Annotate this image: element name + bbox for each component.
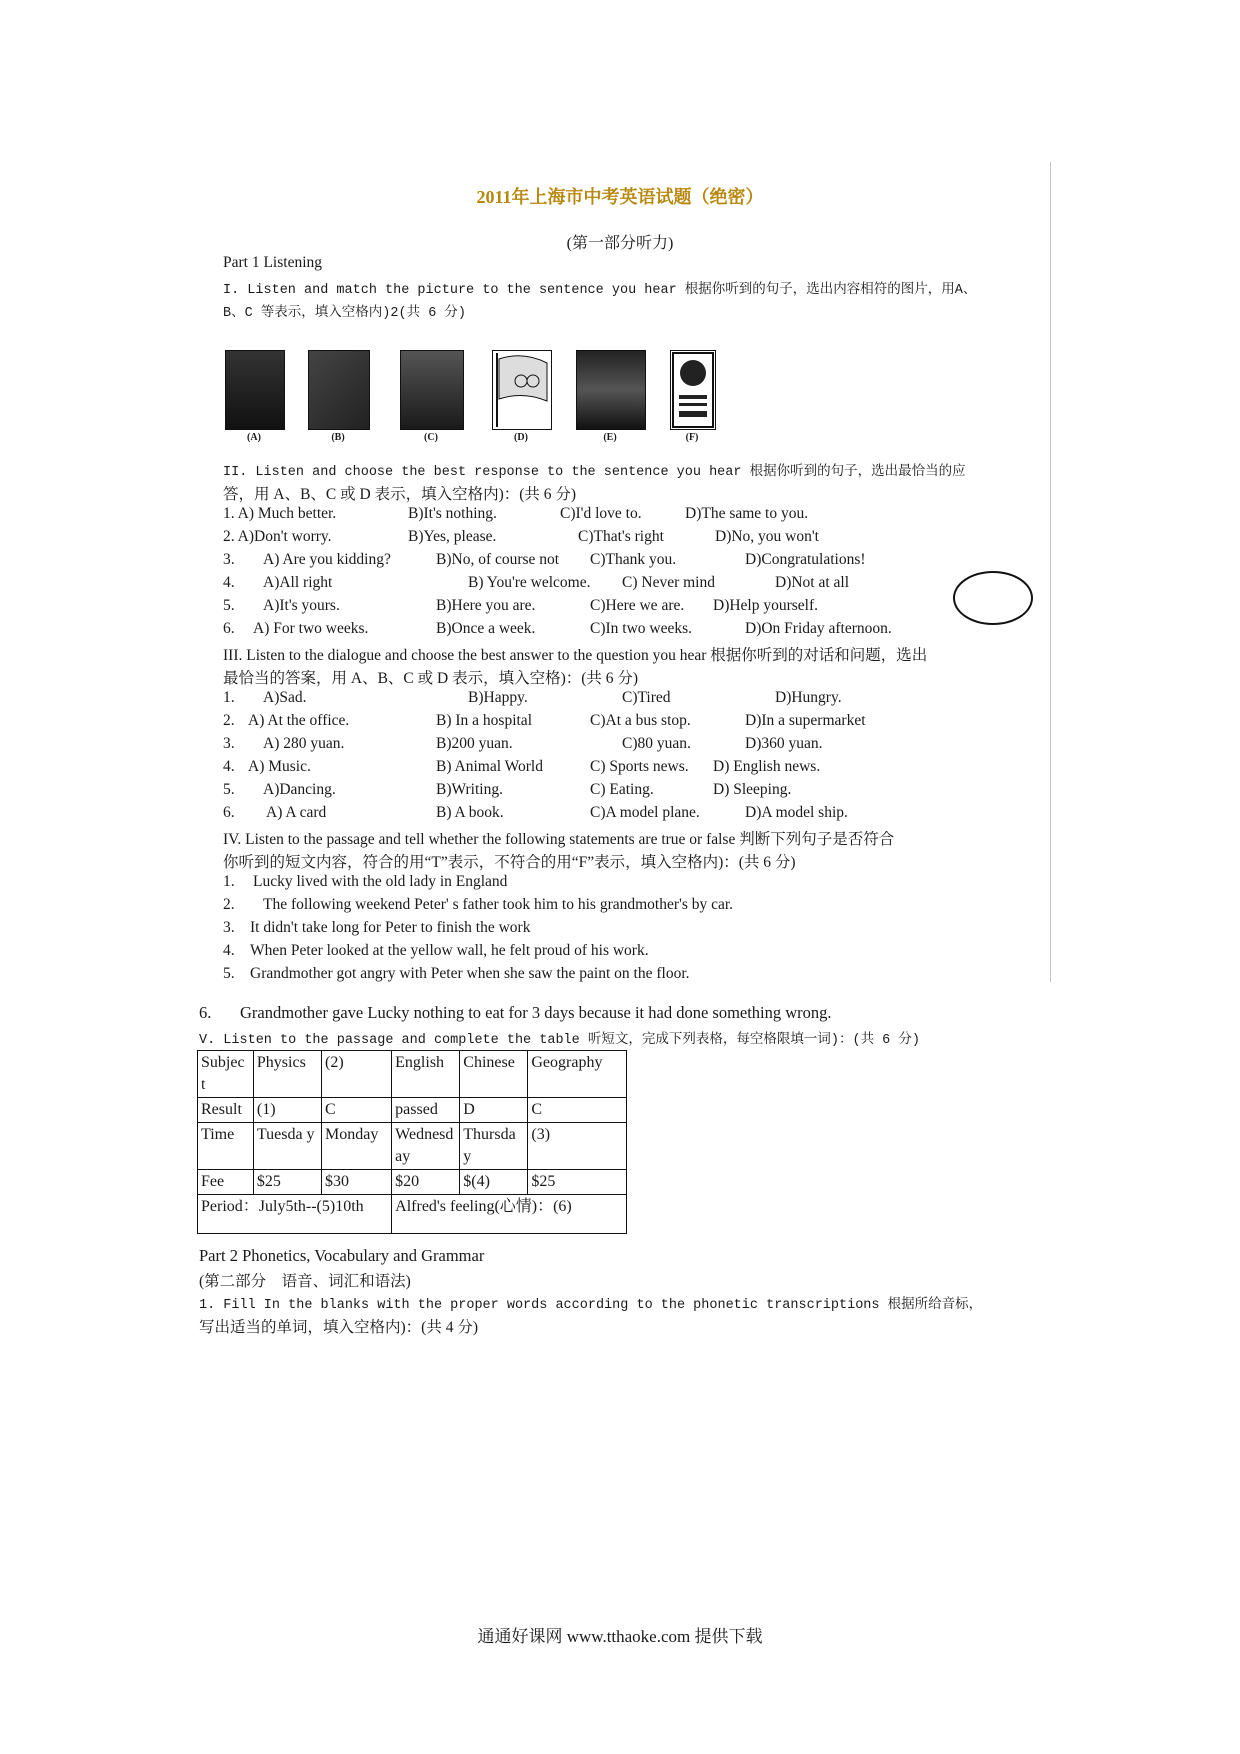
sec3-q5-b: B)Writing. [436,781,503,798]
sec3-q2-num: 2. [223,712,235,729]
table-cell: Chinese [460,1051,528,1098]
sec2-q2-b: B)Yes, please. [408,528,497,545]
picture-a-building [225,350,285,430]
sec3-q4-c: C) Sports news. [590,758,689,775]
sec2-q6-num: 6. [223,620,235,637]
sec3-q3-d: D)360 yuan. [745,735,823,752]
sec3-instruction-2: 最恰当的答案，用 A、B、C 或 D 表示，填入空格)：(共 6 分) [223,670,639,687]
sec3-q2-c: C)At a bus stop. [590,712,691,729]
sec3-q4-a: A) Music. [248,758,311,775]
sec4-s2-text: The following weekend Peter' s father took him to his grandmother's by car. [263,896,734,913]
sec3-q5-d: D) Sleeping. [713,781,792,798]
picture-label-d: (D) [514,432,528,443]
sec2-q3-num: 3. [223,551,235,568]
table-cell: Wednesd ay [392,1123,460,1170]
sec2-q1-num-a: 1. A) Much better. [223,505,337,522]
picture-b-library [308,350,370,430]
table-row [198,1170,627,1195]
sec2-q6-a: A) For two weeks. [253,620,369,637]
sec2-q6-b: B)Once a week. [436,620,536,637]
sec2-instruction-2: 答，用 A、B、C 或 D 表示，填入空格内)：(共 6 分) [223,486,577,503]
sec2-q2-d: D)No, you won't [715,528,819,545]
sec3-q1-d: D)Hungry. [775,689,842,706]
table-row [198,1195,627,1234]
sec2-q5-c: C)Here we are. [590,597,685,614]
table-cell: C [528,1098,627,1123]
table-cell: Geography [528,1051,627,1098]
sec3-q1-a: A)Sad. [263,689,307,706]
sec3-q1-b: B)Happy. [468,689,528,706]
sec1-instruction-2: B、C 等表示，填入空格内)2(共 6 分) [223,306,467,321]
part1-heading: Part 1 Listening [223,254,323,271]
sec2-q3-a: A) Are you kidding? [263,551,391,568]
sec2-instruction-1: II. Listen and choose the best response to the sentence you hear 根据你听到的句子，选出最恰当的应 [223,465,966,480]
table-cell: D [460,1098,528,1123]
sec4-s5-num: 5. [223,965,235,982]
sec4-s6-num: 6. [199,1003,212,1022]
sec4-s2-num: 2. [223,896,235,913]
table-cell: passed [392,1098,460,1123]
sec2-q6-c: C)In two weeks. [590,620,693,637]
sec2-q4-num: 4. [223,574,235,591]
sec4-s1-num: 1. [223,873,235,890]
sec3-q2-b: B) In a hospital [436,712,532,729]
sec2-q5-a: A)It's yours. [263,597,340,614]
sec4-s6-text: Grandmother gave Lucky nothing to eat for 3 days because it had done something wrong. [240,1003,832,1022]
table-cell: Tuesda y [253,1123,321,1170]
table-cell-feeling: Alfred's feeling(心情)：(6) [392,1195,627,1234]
table-cell: $25 [528,1170,627,1195]
section-subtitle: (第一部分听力) [566,235,674,252]
sec3-q3-a: A) 280 yuan. [263,735,345,752]
sec2-q3-d: D)Congratulations! [745,551,866,568]
sec2-q3-c: C)Thank you. [590,551,677,568]
sec3-q2-a: A) At the office. [248,712,350,729]
sec4-s3-text: It didn't take long for Peter to finish the work [250,919,531,936]
table-row [198,1098,627,1123]
table-cell: Time [198,1123,254,1170]
footer-download-note: 通通好课网 www.tthaoke.com 提供下载 [477,1627,763,1646]
sec1-instruction-1: I. Listen and match the picture to the sentence you hear 根据你听到的句子，选出内容相符的图片，用A、 [223,283,977,298]
hand-drawn-oval [953,571,1033,625]
sec3-q5-c: C) Eating. [590,781,654,798]
picture-e-market [576,350,646,430]
part2-instruction-1: 1. Fill In the blanks with the proper words according to the phonetic transcriptions 根据所给音标， [199,1298,983,1313]
sec3-q1-c: C)Tired [622,689,671,706]
sec4-s4-text: When Peter looked at the yellow wall, he felt proud of his work. [250,942,649,959]
table-cell: Physics [253,1051,321,1098]
picture-label-e: (E) [603,432,617,443]
sec2-q5-d: D)Help yourself. [713,597,819,614]
sec3-q3-c: C)80 yuan. [622,735,691,752]
part2-heading: Part 2 Phonetics, Vocabulary and Grammar [199,1246,485,1265]
sec2-q1-d: D)The same to you. [685,505,809,522]
table-cell: $30 [322,1170,392,1195]
picture-label-b: (B) [331,432,345,443]
page-divider-line [1050,162,1051,982]
sec3-q6-c: C)A model plane. [590,804,700,821]
sec2-q3-b: B)No, of course not [436,551,560,568]
sec3-q6-b: B) A book. [436,804,504,821]
sec3-q4-d: D) English news. [713,758,821,775]
table-row [198,1051,627,1098]
table-cell: Monday [322,1123,392,1170]
sec5-instruction: V. Listen to the passage and complete the table 听短文，完成下列表格，每空格限填一词)：(共 6 分) [199,1033,920,1048]
sec2-q4-b: B) You're welcome. [468,574,591,591]
sec2-q4-d: D)Not at all [775,574,850,591]
sec2-q5-num: 5. [223,597,235,614]
sec3-q3-b: B)200 yuan. [436,735,513,752]
part2-subtitle: (第二部分 语音、词汇和语法) [199,1273,411,1290]
sec4-s1-text: Lucky lived with the old lady in England [253,873,508,890]
table-cell: Subjec t [198,1051,254,1098]
sec2-q6-d: D)On Friday afternoon. [745,620,892,637]
sec3-q1-num: 1. [223,689,235,706]
table-cell: Result [198,1098,254,1123]
sec2-q2-num-a: 2. A)Don't worry. [223,528,332,545]
sec3-q3-num: 3. [223,735,235,752]
sec3-q4-num: 4. [223,758,235,775]
table-cell: (1) [253,1098,321,1123]
sec3-q6-d: D)A model ship. [745,804,848,821]
picture-label-c: (C) [424,432,438,443]
result-table [197,1050,627,1234]
sec2-q1-b: B)It's nothing. [408,505,497,522]
sec2-q1-c: C)I'd love to. [560,505,642,522]
picture-f-poster [670,350,716,430]
table-row [198,1123,627,1170]
picture-label-a: (A) [247,432,261,443]
sec4-s4-num: 4. [223,942,235,959]
sec3-q5-num: 5. [223,781,235,798]
sec2-q2-c: C)That's right [578,528,664,545]
sec4-s3-num: 3. [223,919,235,936]
table-cell: (2) [322,1051,392,1098]
sec2-q5-b: B)Here you are. [436,597,536,614]
sec3-q5-a: A)Dancing. [263,781,336,798]
sec3-q4-b: B) Animal World [436,758,543,775]
part2-instruction-2: 写出适当的单词，填入空格内)：(共 4 分) [199,1319,478,1336]
table-cell: $20 [392,1170,460,1195]
sec3-instruction-1: III. Listen to the dialogue and choose the best answer to the question you hear 根据你听到的对话和问题，选出 [223,647,928,664]
table-cell: English [392,1051,460,1098]
table-cell: Fee [198,1170,254,1195]
table-cell: $25 [253,1170,321,1195]
picture-d-flag [492,350,552,430]
table-cell: Thursda y [460,1123,528,1170]
sec3-q6-num: 6. [223,804,235,821]
picture-c-street [400,350,464,430]
table-cell: (3) [528,1123,627,1170]
picture-label-f: (F) [685,432,699,443]
table-cell: C [322,1098,392,1123]
sec4-s5-text: Grandmother got angry with Peter when she saw the paint on the floor. [250,965,690,982]
sec3-q6-a: A) A card [266,804,327,821]
sec3-q2-d: D)In a supermarket [745,712,866,729]
sec4-instruction-2: 你听到的短文内容，符合的用“T”表示，不符合的用“F”表示，填入空格内)：(共 6 分) [223,854,796,871]
sec2-q4-c: C) Never mind [622,574,715,591]
table-cell: $(4) [460,1170,528,1195]
sec2-q4-a: A)All right [263,574,333,591]
exam-title: 2011年上海市中考英语试题（绝密） [476,187,764,207]
sec4-instruction-1: IV. Listen to the passage and tell whether the following statements are true or false 判断下列句子是否符合 [223,831,895,848]
table-cell-period: Period：July5th--(5)10th [198,1195,392,1234]
